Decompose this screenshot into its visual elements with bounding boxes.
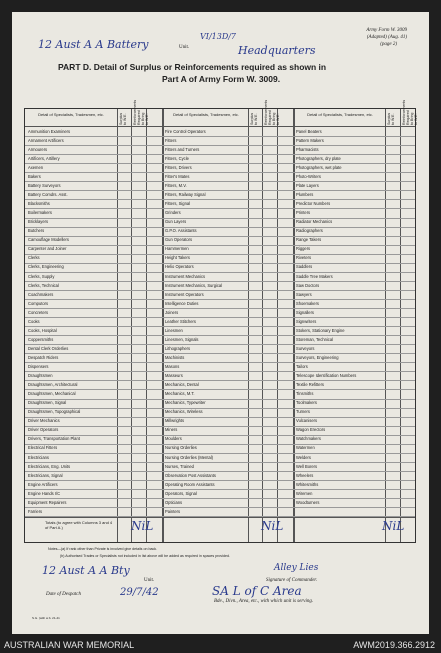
reference-handwritten: VI/13D/7 <box>200 32 237 41</box>
table-row-label: Wheelers <box>296 472 314 478</box>
table-row-label: Fitters, Signal <box>165 201 191 207</box>
table-row-label: Watchmakers <box>296 436 321 442</box>
table-row-label: Gun Layers <box>165 219 187 225</box>
table-row-label: Clerks, Supply <box>28 273 55 279</box>
table-row-label <box>296 508 384 516</box>
table-row-label: Joiners <box>165 309 179 315</box>
table-row-label: Fitter's Mates <box>165 173 190 179</box>
table-row-label: Coachmakers <box>28 291 54 297</box>
table-row-label: Machinists <box>165 354 185 360</box>
table-row-label: Fitters, Drivers <box>165 164 192 170</box>
table-row-label: Nurses, Trained <box>165 463 194 469</box>
table-row-label: Mechanics, M.T. <box>165 391 195 397</box>
table-row-label: Cooks, Hospital <box>28 327 57 333</box>
signature-label: Signature of Commander. <box>266 578 318 583</box>
specialists-table <box>24 99 418 543</box>
unit-handwritten: 12 Aust A A Battery <box>38 38 149 51</box>
table-row-label: Surveyors, Engineering <box>296 354 339 360</box>
table-row-label: Fitters, M.V. <box>165 183 187 188</box>
table-row-label: Nursing Orderlies (Mental) <box>165 454 214 460</box>
table-row-label: Battery Surveyors <box>28 183 61 188</box>
table-row-label: Predictor Numbers <box>296 201 331 207</box>
table-row-label: Panel Beaters <box>296 128 322 134</box>
table-row-label: Fitters, Railway Signal <box>165 192 206 198</box>
table-row-label: Operating Room Assistants <box>165 481 215 487</box>
table-row-label: Butchers <box>28 228 45 234</box>
table-row-label: Draughtsmen, Signal <box>28 400 67 406</box>
table-row-label: Signallers <box>296 309 314 315</box>
title-line-2: Part A of Army Form W. 3009. <box>162 74 281 84</box>
form-page <box>12 12 429 634</box>
caption-right: AWM2019.366.2912 <box>353 640 435 650</box>
table-row-label: Clerks <box>28 255 40 261</box>
footer-unit-label: Unit. <box>144 578 155 583</box>
table-row-label: Shoemakers <box>296 300 319 306</box>
table-row-label: Radiator Mechanics <box>296 219 333 225</box>
table-row-label: Opticians <box>165 499 183 505</box>
totals-nil-1: NiL <box>131 519 154 533</box>
table-row-label: Wiremen <box>296 490 313 496</box>
table-row-label: Millwrights <box>165 418 185 424</box>
table-row-label: Grinders <box>165 210 181 216</box>
table-row-label: Saddlers <box>296 264 313 270</box>
table-row-label: Plate Layers <box>296 183 319 188</box>
header-detail-3: Detail of Specialists, Tradesmen, etc. <box>307 112 373 117</box>
table-row-label: Fitters and Turners <box>165 146 200 152</box>
totals-label: Totals (to agree with Columns 3 and 4 of Part A.) <box>45 520 113 530</box>
table-row-label: Radiographers <box>296 228 323 234</box>
bde-handwritten: SA L of C Area <box>212 584 302 598</box>
header-surplus-1: Surplus to W.E. <box>119 112 127 125</box>
table-row-label: Intelligence Duties <box>165 300 199 306</box>
table-row-label: Height Takers <box>165 255 190 261</box>
table-row-label: Linesmen, Signals <box>165 336 199 342</box>
table-row-label: Clerks, Technical <box>28 282 59 288</box>
table-row-label: Textile Refitters <box>296 382 324 388</box>
table-row-label: Signwriters <box>296 318 317 324</box>
footer-unit-handwritten: 12 Aust A A Bty <box>42 564 130 577</box>
table-row-label: Electricians <box>28 454 49 460</box>
table-row-label: Range Takers <box>296 237 322 243</box>
form-page-number: (page 2) <box>380 42 397 47</box>
despatch-date-handwritten: 29/7/42 <box>120 587 159 598</box>
header-surplus-2: Surplus to W.E. <box>250 112 258 125</box>
table-row-label: Moulders <box>165 436 182 442</box>
table-row-label: Farriers <box>28 508 43 514</box>
table-row-label: Driver Mechanics <box>28 418 60 424</box>
table-row-label: Mechanics, Dental <box>165 382 199 388</box>
table-row-label: Armourers <box>28 146 48 152</box>
table-row-label: Fitters <box>165 137 177 143</box>
note-a: Notes—(a) If rank other than Private is involved give details on back. <box>48 547 158 551</box>
table-row-label: Driver Operators <box>28 427 59 433</box>
table-row-label: Toolmakers <box>296 400 317 406</box>
table-row-label: Surveyors <box>296 345 315 351</box>
table-row-label: Computors <box>28 300 49 306</box>
totals-nil-3: NiL <box>382 519 405 533</box>
caption-left: AUSTRALIAN WAR MEMORIAL <box>4 640 135 650</box>
header-reinf-3: Reinforcements Required to Bring to W.E. <box>402 99 418 125</box>
table-row-label: Fitters, Cycle <box>165 155 189 161</box>
table-row-label: Saddle Tree Makers <box>296 273 333 279</box>
table-row-label: Drivers, Transportation Plant <box>28 436 80 442</box>
table-row-label: Photographers, wet plate <box>296 164 342 170</box>
table-row-label: Tailors <box>296 364 308 369</box>
table-row-label: Pattern Makers <box>296 137 324 143</box>
table-row-label: Armament Artificers <box>28 137 64 143</box>
header-detail-2: Detail of Specialists, Tradesmen, etc. <box>173 112 239 117</box>
table-row-label: Mechanics, Wireless <box>165 409 203 415</box>
table-row-label: Tinsmiths <box>296 391 314 397</box>
table-row-label: Leather Stitchers <box>165 318 196 324</box>
bde-label: Bde., Divn., Area, etc., with which unit is serving. <box>214 599 314 604</box>
table-row-label: Ammunition Examiners <box>28 128 71 134</box>
table-row-label: Despatch Riders <box>28 354 59 360</box>
table-row-label: Artificers, Artillery <box>28 155 60 161</box>
table-row-label: Instrument Operators <box>165 291 204 297</box>
table-row-label: Observation Post Assistants <box>165 472 216 478</box>
table-row-label: Boilermakers <box>28 210 52 216</box>
table-row-label: Carpenter and Joiner <box>28 246 67 252</box>
table-row-label: Photographers, dry plate <box>296 155 341 161</box>
header-surplus-3: Surplus to W.E. <box>387 112 395 125</box>
headquarters-handwritten: Headquarters <box>238 44 316 57</box>
totals-nil-2: NiL <box>261 519 284 533</box>
table-row-label: Painters <box>165 508 181 514</box>
table-row-label: Blacksmiths <box>28 201 50 207</box>
table-row-label: Photo-Writers <box>296 173 321 179</box>
table-row-label: Stokers, Stationary Engine <box>296 327 345 333</box>
table-row-label: Engine Hands I/C <box>28 490 61 496</box>
unit-label: Unit. <box>179 45 190 50</box>
table-row-label: Instrument Mechanics, Surgical <box>165 282 223 288</box>
despatch-label: Date of Despatch <box>46 592 81 597</box>
table-row-label: Telescope Identification Numbers <box>296 373 357 379</box>
title-line-1: PART D. Detail of Surplus or Reinforcements required as shown in <box>58 62 327 72</box>
table-row-label: Mechanics, Typewriter <box>165 400 206 406</box>
table-row-label: Electrical Fitters <box>28 445 58 451</box>
table-row-label: Draughtsmen, Architectural <box>28 382 78 388</box>
table-row-label: G.P.O. Assistants <box>165 228 197 234</box>
table-row-label: Draughtsmen, Mechanical <box>28 391 76 397</box>
table-row-label: Miners <box>165 427 178 433</box>
table-row-label: Helio Operators <box>165 264 194 270</box>
header-detail-1: Detail of Specialists, Tradesmen, etc. <box>38 112 104 117</box>
table-row-label: Masons <box>165 364 180 369</box>
table-row-label: Equipment Repairers <box>28 499 67 505</box>
table-row-label: Hammermen <box>165 246 189 252</box>
table-row-label: Turners <box>296 409 310 415</box>
table-row-label: Welders <box>296 454 311 460</box>
table-row-label: Bakers <box>28 173 41 179</box>
table-row-label: Operators, Signal <box>165 490 197 496</box>
table-row-label: Axemen <box>28 164 44 170</box>
table-row-label: Clerks, Engineering <box>28 264 64 270</box>
table-row-label: Electricians, Signal <box>28 472 63 478</box>
printer-mark: S.G. (with w.b. 21-41 <box>32 616 60 620</box>
table-row-label: Dental Clerk Orderlies <box>28 345 69 351</box>
table-row-label: Electricians, Eng. Units <box>28 463 71 469</box>
commander-signature: Alley Lies <box>274 563 319 573</box>
table-row-label: Draughtsmen <box>28 373 53 379</box>
header-reinf-2: Reinforcements Required to Bring to W.E. <box>264 99 280 125</box>
form-adapted: (Adapted) (Aug. 41) <box>366 35 407 40</box>
table-row-label: Gun Operators <box>165 237 193 243</box>
table-row-label: Well Borers <box>296 463 318 469</box>
table-row-label: Camouflage Modellers <box>28 237 69 243</box>
table-row-label: Storeman, Technical <box>296 336 334 342</box>
table-row-label: Saw Doctors <box>296 282 320 288</box>
table-row-label: Nursing Orderlies <box>165 445 197 451</box>
table-row-label: Engine Artificers <box>28 481 58 487</box>
table-row-label: Riveters <box>296 255 312 261</box>
header-reinf-1: Reinforcements Required to Bring to W.E. <box>133 99 149 125</box>
table-row-label: Bricklayers <box>28 219 49 225</box>
table-row-label: Instrument Mechanics <box>165 273 206 279</box>
table-row-label: Cooks <box>28 318 40 324</box>
note-b: (b) Authorised Trades or Specialists not included in list above will be added as required in spaces provided. <box>60 554 231 558</box>
table-row-label: Battery Comdrs. Asst. <box>28 192 68 198</box>
row-divider <box>25 516 415 517</box>
table-row-label: Watermen <box>296 445 315 451</box>
table-row-label: Concreters <box>28 309 49 315</box>
table-row-label: Plumbers <box>296 192 314 198</box>
table-row-label: Coppersmiths <box>28 336 54 342</box>
table-row-label: Riggers <box>296 246 311 252</box>
table-row-label: Vulcanisers <box>296 418 318 424</box>
table-row-label: Whitesmiths <box>296 481 319 487</box>
table-row-label: Pharmacists <box>296 146 319 152</box>
table-row-label: Draughtsmen, Topographical <box>28 409 81 415</box>
table-row-label: Woodturners <box>296 499 320 505</box>
table-row-label: Printers <box>296 210 311 216</box>
table-row-label: Fire Control Operators <box>165 128 206 134</box>
table-row-label: Dispensers <box>28 364 49 369</box>
table-row-label: Wagon Erectors <box>296 427 326 433</box>
table-row-label: Sawyers <box>296 291 312 297</box>
table-row-label: Masseurs <box>165 373 183 379</box>
table-row-label: Lithographers <box>165 345 191 351</box>
table-row-label: Linesmen <box>165 327 183 333</box>
form-number: Army Form W. 3009 <box>366 28 407 33</box>
